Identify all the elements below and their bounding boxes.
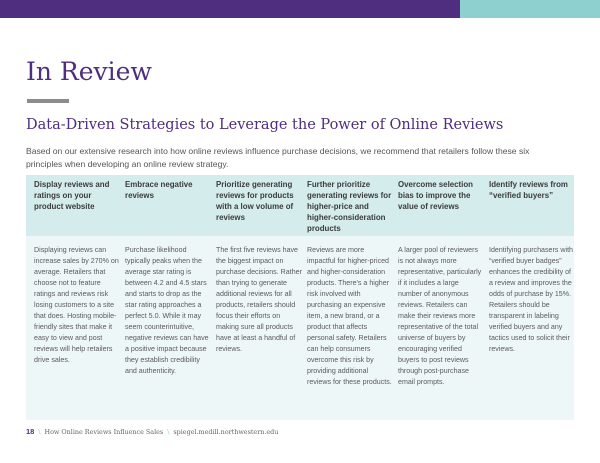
publication-title: How Online Reviews Influence Sales (44, 428, 164, 436)
title-underline (27, 99, 69, 103)
footer-separator: \ (38, 428, 41, 436)
section-title: In Review (26, 57, 152, 86)
principle-title: Embrace negative reviews (125, 180, 193, 200)
page-subtitle: Data-Driven Strategies to Leverage the Power of Online Reviews (26, 117, 504, 133)
intro-paragraph: Based on our extensive research into how online reviews influence purchase decisions, we recommend that retailers follow these six principles when developing an online review strategy. (26, 146, 530, 169)
top-bar-purple-segment (0, 0, 460, 18)
principle-body: Purchase likelihood typically peaks when the average star rating is between 4.2 and 4.5 stars and starts to drop as the star rating approaches a perfect 5.0. While it may seem counterintuitive, negative reviews can have a positive impact because they establish credibility and authenticity. (125, 246, 209, 375)
principle-body: A larger pool of reviewers is not always more representative, particularly if it includes a large number of anonymous reviews. Retailers can make their reviews more representative of the total universe of buyers by encouraging verified buyers to post reviews through post-purchase email prompts. (398, 246, 482, 386)
top-bar-teal-segment (460, 0, 600, 18)
principle-title: Identify reviews from “verified buyers” (489, 180, 568, 200)
principle-title: Further prioritize generating reviews for higher-price and higher-consideration products (307, 180, 392, 233)
top-color-bar (0, 0, 600, 18)
principles-table (26, 175, 574, 420)
principle-body: Reviews are more impactful for higher-priced and higher-consideration products. There's a higher risk involved with purchasing an expensive item, a new brand, or a product that affects personal safety. Retailers can help consumers overcome this risk by providing additional reviews for these products. (307, 246, 392, 386)
principle-body: Identifying purchasers with “verified buyer badges” enhances the credibility of a review and improves the odds of purchase by 15%. Retailers should be transparent in labeling verified buyers and any tactics used to solicit their reviews. (489, 246, 573, 353)
page-number: 18 (26, 427, 35, 436)
principle-body: The first five reviews have the biggest impact on purchase decisions. Rather than trying to generate additional reviews for all products, retailers should focus their efforts on making sure all products have at least a handful of reviews. (216, 246, 302, 353)
website-link[interactable]: spiegel.medill.northwestern.edu (173, 428, 279, 436)
footer-separator: \ (167, 428, 170, 436)
page-footer (26, 427, 278, 436)
principle-title: Display reviews and ratings on your product website (34, 180, 110, 211)
principle-title: Overcome selection bias to improve the value of reviews (398, 180, 473, 211)
principle-body: Displaying reviews can increase sales by 270% on average. Retailers that choose not to feature ratings and reviews risk losing customers to a site that does. Hosting mobile-friendly sites that make it easy to view and post reviews will help retailers drive sales. (34, 246, 119, 364)
principle-title: Prioritize generating reviews for products with a low volume of reviews (216, 180, 294, 222)
